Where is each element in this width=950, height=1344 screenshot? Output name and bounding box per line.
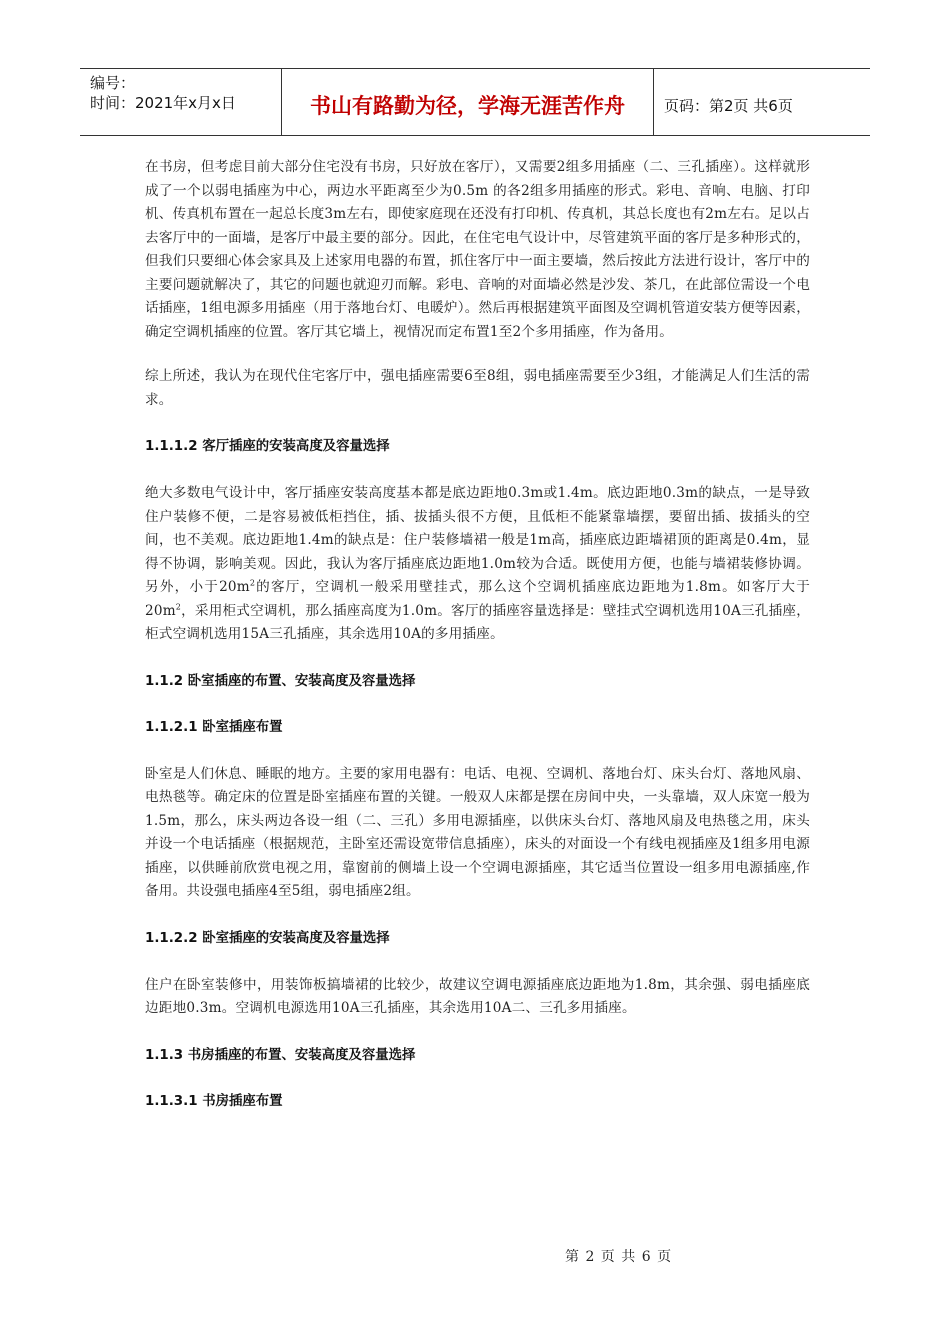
heading-bedroom-height: 1.1.2.2 卧室插座的安装高度及容量选择 bbox=[145, 930, 390, 946]
superscript: 2 bbox=[175, 601, 182, 611]
page-footer: 第 2 页 共 6 页 bbox=[565, 1249, 673, 1265]
header-meta bbox=[80, 69, 282, 135]
heading-study: 1.1.3 书房插座的布置、安装高度及容量选择 bbox=[145, 1047, 416, 1063]
paragraph-bedroom-height: 住户在卧室装修中，用装饰板搞墙裙的比较少，故建议空调电源插座底边距地为1.8m，其余强、弱电插座底边距地0.3m。空调机电源选用10A三孔插座，其余选用10A二、三孔多用插座。 bbox=[145, 976, 810, 1016]
text-segment: 的客厅，空调机一般采用壁挂式，那么这个空调机插座底边距地为1.8m。如客厅大于20m bbox=[145, 579, 810, 619]
document-number-label: 编号： bbox=[90, 74, 136, 92]
heading-study-layout: 1.1.3.1 书房插座布置 bbox=[145, 1093, 283, 1109]
page-header bbox=[80, 68, 870, 136]
text-segment: ，采用柜式空调机，那么插座高度为1.0m。客厅的插座容量选择是：壁挂式空调机选用10A三孔插座，柜式空调机选用15A三孔插座，其余选用10A的多用插座。 bbox=[145, 602, 810, 642]
heading-living-room-height: 1.1.1.2 客厅插座的安装高度及容量选择 bbox=[145, 439, 390, 454]
paragraph-bedroom-layout: 卧室是人们休息、睡眠的地方。主要的家用电器有：电话、电视、空调机、落地台灯、床头台灯、落地风扇、电热毯等。确定床的位置是卧室插座布置的关键。一般双人床都是摆在房间中央，一头靠墙，双人床宽一般为1.5m，那么，床头两边各设一组（二、三孔）多用电源插座，以供床头台灯、落地风扇及电热毯之用，床头并设一个电话插座（根据规范，主卧室还需设宽带信息插座），床头的对面设一个有线电视插座及1组多用电源插座，以供睡前欣赏电视之用，靠窗前的侧墙上设一个空调电源插座，其它适当位置设一组多用电源插座,作备用。共设强电插座4至5组，弱电插座2组。 bbox=[145, 765, 810, 899]
paragraph-living-room-height bbox=[145, 482, 810, 647]
header-page-number: 页码：第2页 共6页 bbox=[664, 96, 793, 115]
text-segment: 绝大多数电气设计中，客厅插座安装高度基本都是底边距地0.3m或1.4m。底边距地0.3m的缺点，一是导致住户装修不便，二是容易被低柜挡住，插、拔插头很不方便，且低柜不能紧靠墙摆，要留出插、拔插头的空间，也不美观。底边距地1.4m的缺点是：住户装修墙裙一般是1m高，插座底边距墙裙顶的距离是0.4m，显得不协调，影响美观。因此，我认为客厅插座底边距地1.0m较为合适。既使用方便，也能与墙裙装修协调。另外，小于20m bbox=[145, 485, 810, 595]
superscript: 2 bbox=[249, 578, 256, 588]
document-time-label: 时间：2021年x月x日 bbox=[90, 94, 236, 112]
heading-bedroom-layout: 1.1.2.1 卧室插座布置 bbox=[145, 719, 283, 735]
heading-bedroom: 1.1.2 卧室插座的布置、安装高度及容量选择 bbox=[145, 673, 416, 689]
paragraph-summary: 综上所述，我认为在现代住宅客厅中，强电插座需要6至8组，弱电插座需要至少3组，才能满足人们生活的需求。 bbox=[145, 368, 810, 408]
document-body bbox=[145, 156, 810, 1113]
header-motto: 书山有路勤为径，学海无涯苦作舟 bbox=[282, 69, 654, 135]
paragraph-living-room-layout: 在书房，但考虑目前大部分住宅没有书房，只好放在客厅），又需要2组多用插座（二、三孔插座）。这样就形成了一个以弱电插座为中心，两边水平距离至少为0.5m 的各2组多用插座的形式。彩电、音响、电脑、打印机、传真机布置在一起总长度3m左右，即使家庭现在还没有打印机、传真机，其总长度也有2m左右。足以占去客厅中的一面墙，是客厅中最主要的部分。因此，在住宅电气设计中，尽管建筑平面的客厅是多种形式的，但我们只要细心体会家具及上述家用电器的布置，抓住客厅中一面主要墙，然后按此方法进行设计，客厅中的主要问题就解决了，其它的问题也就迎刃而解。彩电、音响的对面墙必然是沙发、茶几，在此部位需设一个电话插座，1组电源多用插座（用于落地台灯、电暖炉）。然后再根据建筑平面图及空调机管道安装方便等因素，确定空调机插座的位置。客厅其它墙上，视情况而定布置1至2个多用插座，作为备用。 bbox=[145, 159, 810, 340]
